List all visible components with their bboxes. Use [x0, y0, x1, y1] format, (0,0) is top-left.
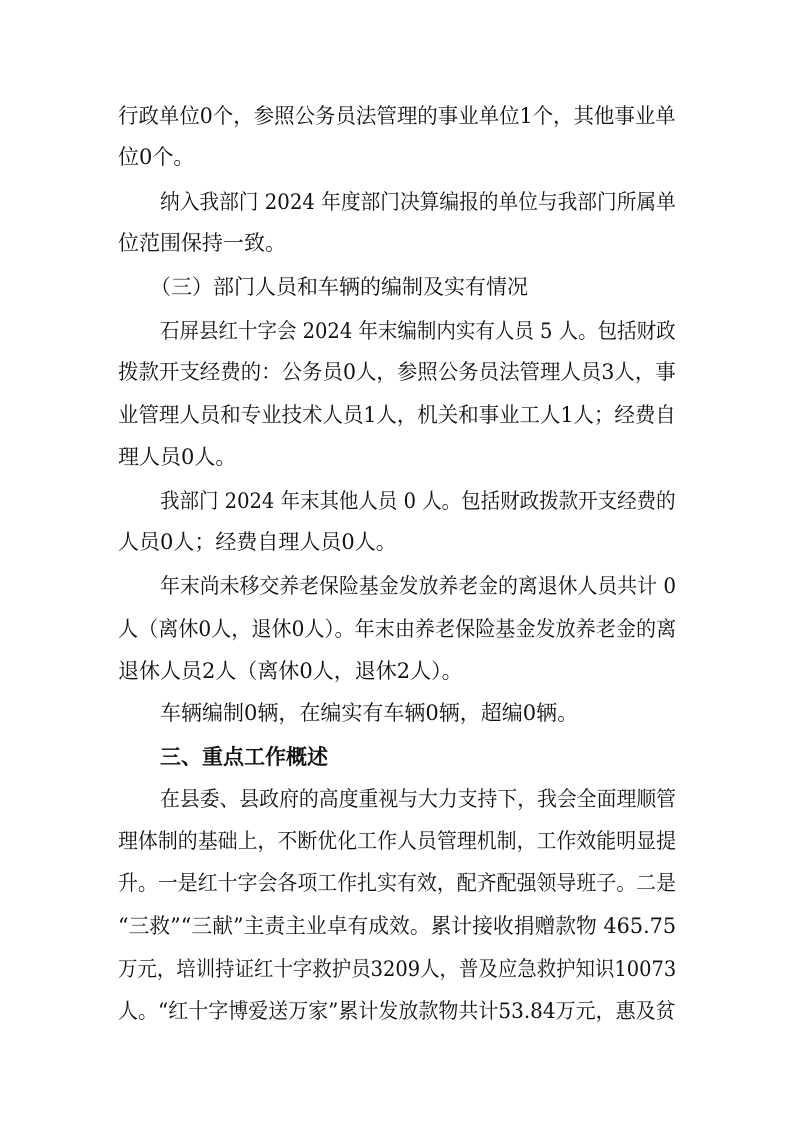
paragraph-line	[0, 693, 794, 733]
section-heading	[0, 737, 794, 777]
line-text: 理人员0人。	[118, 445, 237, 469]
paragraph-line	[0, 437, 794, 477]
line-text: 纳入我部门 2024 年度部门决算编报的单位与我部门所属单	[160, 190, 676, 214]
paragraph-line	[0, 522, 794, 562]
paragraph-line	[0, 906, 794, 946]
paragraph-line	[0, 651, 794, 691]
line-text: 车辆编制0辆，在编实有车辆0辆，超编0辆。	[160, 701, 579, 725]
line-text: 业管理人员和专业技术人员1人，机关和事业工人1人；经费自	[118, 403, 676, 427]
line-text: 行政单位0个，参照公务员法管理的事业单位1个，其他事业单	[118, 104, 676, 128]
subheading-text: （三）部门人员和车辆的编制及实有情况	[150, 275, 528, 299]
paragraph-line	[0, 352, 794, 392]
paragraph-line	[0, 779, 794, 819]
section-subheading	[0, 267, 794, 307]
paragraph-line	[0, 609, 794, 649]
line-text: 理体制的基础上，不断优化工作人员管理机制，工作效能明显提	[118, 829, 677, 853]
line-text: “三救”“三献”主责主业卓有成效。累计接收捐赠款物 465.75	[118, 914, 677, 938]
line-text: 万元，培训持证红十字救护员3209人，普及应急救护知识10073	[118, 957, 677, 981]
paragraph-line	[0, 481, 794, 521]
paragraph-line	[0, 863, 794, 903]
paragraph-line	[0, 182, 794, 222]
line-text: 位范围保持一致。	[118, 231, 286, 255]
paragraph-line	[0, 223, 794, 263]
line-text: 我部门 2024 年末其他人员 0 人。包括财政拨款开支经费的	[160, 489, 676, 513]
line-text: 拨款开支经费的：公务员0人，参照公务员法管理人员3人，事	[118, 360, 676, 384]
line-text: 人（离休0人，退休0人）。年末由养老保险基金发放养老金的离	[118, 617, 677, 641]
paragraph-line	[0, 96, 794, 136]
paragraph-line	[0, 949, 794, 989]
line-text: 在县委、县政府的高度重视与大力支持下，我会全面理顺管	[160, 787, 677, 811]
line-text: 升。一是红十字会各项工作扎实有效，配齐配强领导班子。二是	[118, 871, 677, 895]
paragraph-line	[0, 821, 794, 861]
line-text: 位0个。	[118, 145, 195, 169]
paragraph-line	[0, 311, 794, 351]
paragraph-line	[0, 566, 794, 606]
paragraph-line	[0, 991, 794, 1031]
paragraph-line	[0, 395, 794, 435]
line-text: 石屏县红十字会 2024 年末编制内实有人员 5 人。包括财政	[160, 319, 676, 343]
paragraph-line	[0, 137, 794, 177]
line-text: 人员0人；经费自理人员0人。	[118, 530, 397, 554]
line-text: 退休人员2人（离休0人，退休2人）。	[118, 659, 463, 683]
line-text: 人。“红十字博爱送万家”累计发放款物共计53.84万元，惠及贫	[118, 999, 676, 1023]
heading-text: 三、重点工作概述	[160, 745, 328, 769]
line-text: 年末尚未移交养老保险基金发放养老金的离退休人员共计 0	[160, 574, 677, 598]
